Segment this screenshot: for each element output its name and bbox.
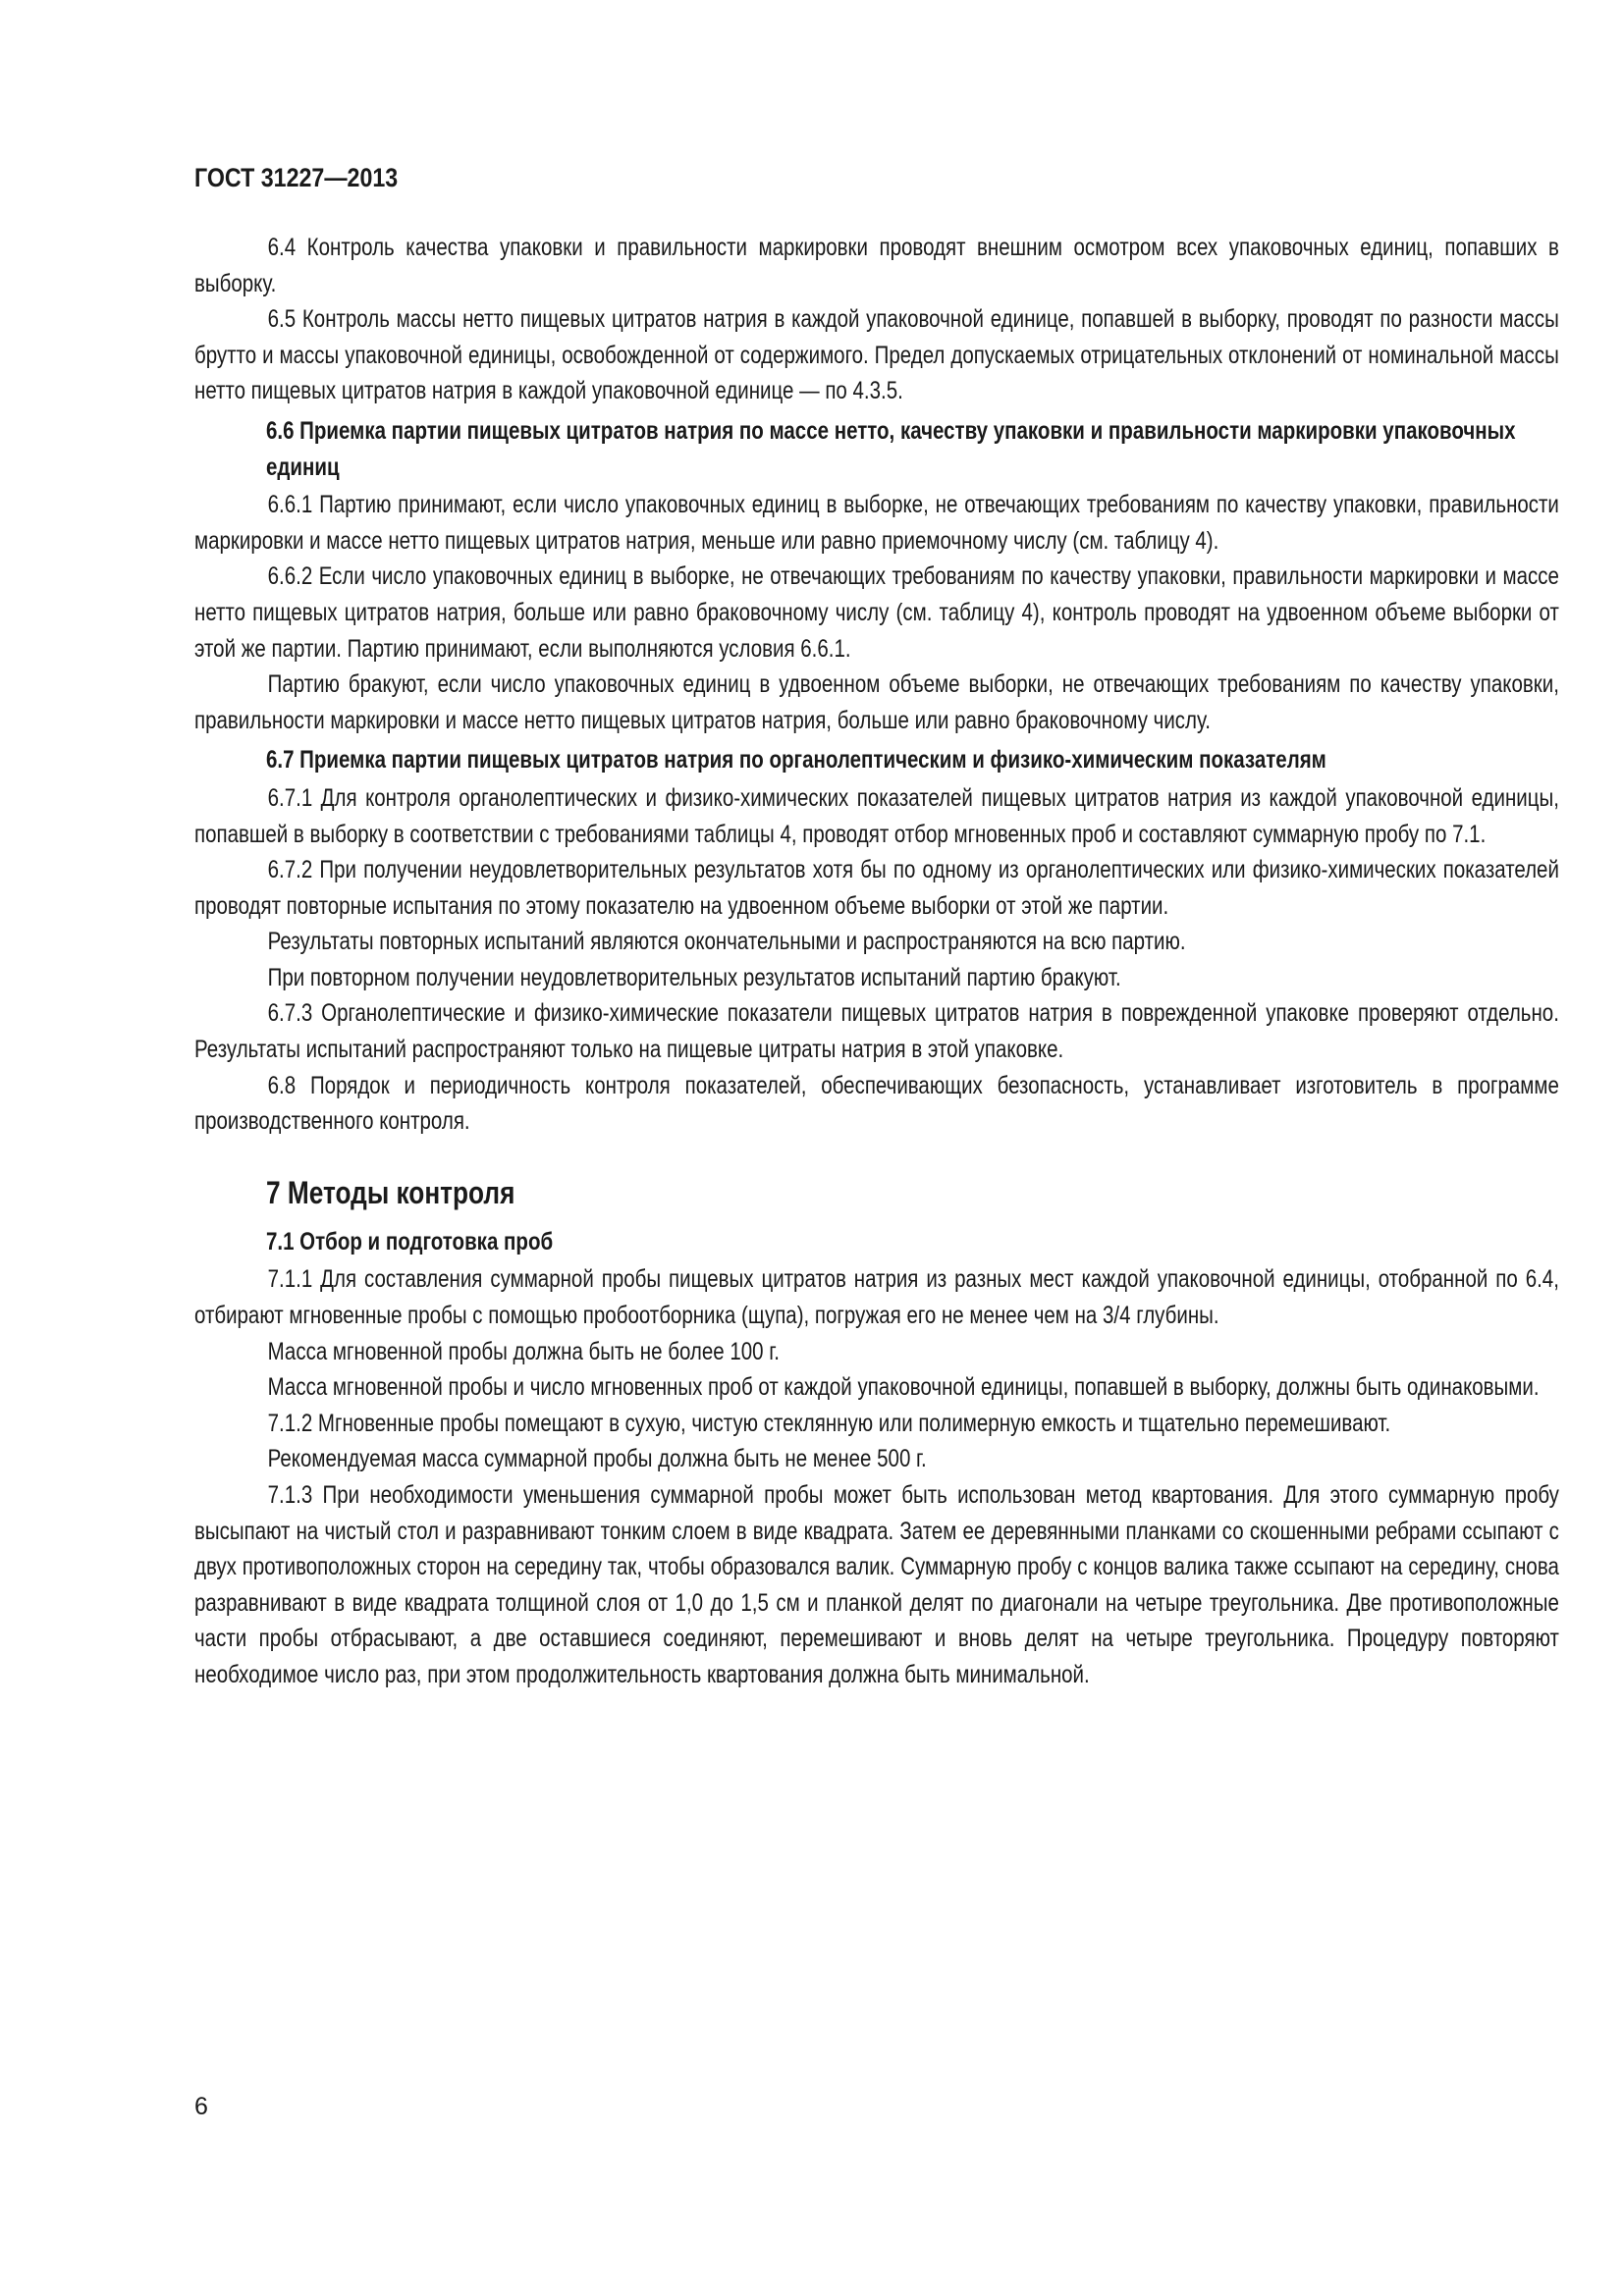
- subsection-heading: 6.7 Приемка партии пищевых цитратов натрия по органолептическим и физико-химическим показателям: [265, 746, 1326, 774]
- paragraph: 7.1.2 Мгновенные пробы помещают в сухую, чистую стеклянную или полимерную емкость и тщательно перемешивают.: [267, 1409, 1391, 1437]
- paragraph: Масса мгновенной пробы должна быть не более 100 г.: [267, 1337, 780, 1365]
- paragraph: 7.1.3 При необходимости уменьшения суммарной пробы может быть использован метод квартования. Для этого суммарную пробу высыпают на чистый стол и разравнивают тонким слоем в виде квадрата. Затем ее деревянными планками со скошенными ребрами ссыпают с двух противоположных сторон на середину так, чтобы образовался валик. Суммарную пробу с концов валика также ссыпают на середину, снова разравнивают в виде квадрата толщиной слоя от 1,0 до 1,5 см и планкой делят по диагонали на четыре треугольника. Две противоположные части пробы отбрасывают, а две оставшиеся соединяют, перемешивают и вновь делят на четыре треугольника. Процедуру повторяют необходимое число раз, при этом продолжительность квартования должна быть минимальной.: [194, 1481, 1559, 1688]
- paragraph: Рекомендуемая масса суммарной пробы должна быть не менее 500 г.: [267, 1445, 927, 1473]
- page-number: 6: [194, 2093, 208, 2120]
- paragraph: 6.4 Контроль качества упаковки и правильности маркировки проводят внешним осмотром всех упаковочных единиц, попавших в выборку.: [194, 234, 1559, 297]
- paragraph: 6.6.2 Если число упаковочных единиц в выборке, не отвечающих требованиям по качеству упаковки, правильности маркировки и массе нетто пищевых цитратов натрия, больше или равно браковочному числу (см. таблицу 4), контроль проводят на удвоенном объеме выборки от этой же партии. Партию принимают, если выполняются условия 6.6.1.: [194, 562, 1559, 663]
- subsection-heading: 6.6 Приемка партии пищевых цитратов натрия по массе нетто, качеству упаковки и правильности маркировки упаковочных единиц: [265, 416, 1516, 481]
- document-body: [194, 230, 1559, 1693]
- section-heading: 7 Методы контроля: [265, 1174, 515, 1210]
- paragraph: 7.1.1 Для составления суммарной пробы пищевых цитратов натрия из разных мест каждой упаковочной единицы, отобранной по 6.4, отбирают мгновенные пробы с помощью пробоотборника (щупа), погружая его не менее чем на 3/4 глубины.: [194, 1265, 1559, 1330]
- paragraph: Партию бракуют, если число упаковочных единиц в удвоенном объеме выборки, не отвечающих требованиям по качеству упаковки, правильности маркировки и массе нетто пищевых цитратов натрия, больше или равно браковочному числу.: [194, 670, 1559, 734]
- paragraph: Масса мгновенной пробы и число мгновенных проб от каждой упаковочной единицы, попавшей в выборку, должны быть одинаковыми.: [267, 1373, 1540, 1402]
- subsection-heading: 7.1 Отбор и подготовка проб: [265, 1227, 554, 1255]
- paragraph: 6.7.1 Для контроля органолептических и физико-химических показателей пищевых цитратов натрия из каждой упаковочной единицы, попавшей в выборку в соответствии с требованиями таблицы 4, проводят отбор мгновенных проб и составляют суммарную пробу по 7.1.: [194, 783, 1559, 848]
- paragraph: При повторном получении неудовлетворительных результатов испытаний партию бракуют.: [267, 963, 1121, 991]
- paragraph: 6.7.2 При получении неудовлетворительных результатов хотя бы по одному из органолептических или физико-химических показателей проводят повторные испытания по этому показателю на удвоенном объеме выборки от этой же партии.: [194, 856, 1559, 920]
- paragraph: Результаты повторных испытаний являются окончательными и распространяются на всю партию.: [267, 928, 1186, 956]
- paragraph: 6.8 Порядок и периодичность контроля показателей, обеспечивающих безопасность, устанавливает изготовитель в программе производственного контроля.: [194, 1071, 1559, 1136]
- paragraph: 6.5 Контроль массы нетто пищевых цитратов натрия в каждой упаковочной единице, попавшей в выборку, проводят по разности массы брутто и массы упаковочной единицы, освобожденной от содержимого. Предел допускаемых отрицательных отклонений от номинальной массы нетто пищевых цитратов натрия в каждой упаковочной единице — по 4.3.5.: [194, 305, 1559, 405]
- paragraph: 6.6.1 Партию принимают, если число упаковочных единиц в выборке, не отвечающих требованиям по качеству упаковки, правильности маркировки и массе нетто пищевых цитратов натрия, меньше или равно приемочному числу (см. таблицу 4).: [194, 491, 1559, 555]
- document-header: ГОСТ 31227—2013: [194, 163, 399, 192]
- paragraph: 6.7.3 Органолептические и физико-химические показатели пищевых цитратов натрия в поврежденной упаковке проверяют отдельно. Результаты испытаний распространяют только на пищевые цитраты натрия в этой упаковке.: [194, 999, 1559, 1064]
